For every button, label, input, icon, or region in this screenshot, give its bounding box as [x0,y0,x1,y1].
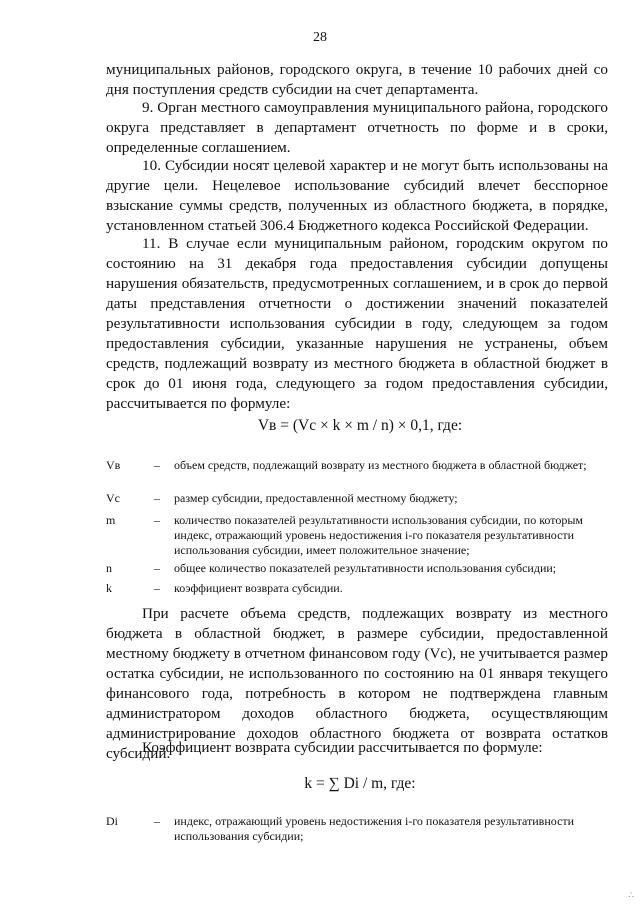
definition-dash: – [154,491,160,505]
definition-symbol: Vв [106,458,121,472]
paragraph-9: 9. Орган местного самоуправления муниципального района, городского округа представляет в департамент отчетность по форме и в сроки, определенные соглашением. [106,99,608,156]
page-number: 28 [313,30,327,45]
corner-mark: ∴ [628,890,634,900]
formula-vv: Vв = (Vс × k × m / n) × 0,1, где: [257,417,463,434]
definition-dash: – [154,458,160,472]
paragraph-continuation: муниципальных районов, городского округа, в течение 10 рабочих дней со дня поступления средств субсидии на счет департамента. [106,61,608,98]
definition-text: коэффициент возврата субсидии. [174,581,343,595]
definition-dash: – [154,561,160,575]
paragraph-coefficient: Коэффициент возврата субсидии рассчитывается по формуле: [142,739,543,756]
definition-text: размер субсидии, предоставленной местному бюджету; [174,491,458,505]
paragraph-10: 10. Субсидии носят целевой характер и не могут быть использованы на другие цели. Нецелевое использование субсидий влечет бесспорное взыскание суммы средств, полученных из областного бюджета, в порядке, установленном статьей 306.4 Бюджетного кодекса Российской Федерации. [106,157,608,234]
paragraph-calculation-note: При расчете объема средств, подлежащих возврату из местного бюджета в областной бюджет, в размере субсидии, предоставленной местному бюджету в отчетном финансовом году (Vс), не учитывается размер остатка субсидии, не использованного по состоянию на 01 января текущего финансового года, потребность в котором не подтверждена главным администратором доходов областного бюджета, осуществляющим администрирование доходов областного бюджета от возврата остатков субсидий. [106,605,608,762]
definition-dash: – [154,581,160,595]
definition-dash: – [154,513,160,527]
definition-text: объем средств, подлежащий возврату из местного бюджета в областной бюджет; [174,458,587,472]
definition-text: индекс, отражающий уровень недостижения i-го показателя результативности использования субсидии; [174,814,575,843]
definition-symbol: m [106,513,116,527]
paragraph-11: 11. В случае если муниципальным районом, городским округом по состоянию на 31 декабря года предоставления субсидии допущены нарушения обязательств, предусмотренных соглашением, и в срок до первой даты представления отчетности о достижении значений показателей результативности использования субсидии в году, следующем за годом предоставления субсидии, указанные нарушения не устранены, объем средств, подлежащий возврату из местного бюджета в областной бюджет в срок до 01 июня года, следующего за годом предоставления субсидии, рассчитывается по формуле: [106,235,608,412]
definition-text: общее количество показателей результативности использования субсидии; [174,561,557,575]
definition-symbol: Di [106,814,118,828]
definition-text: количество показателей результативности использования субсидии, по которым индекс, отражающий уровень недостижения i-го показателя результативности использования субсидии, имеет положительное значение; [174,513,584,557]
definition-symbol: k [106,581,112,595]
definition-symbol: Vс [106,491,120,505]
formula-k: k = ∑ Di / m, где: [304,775,416,792]
definition-symbol: n [106,561,112,575]
definition-dash: – [154,814,160,828]
